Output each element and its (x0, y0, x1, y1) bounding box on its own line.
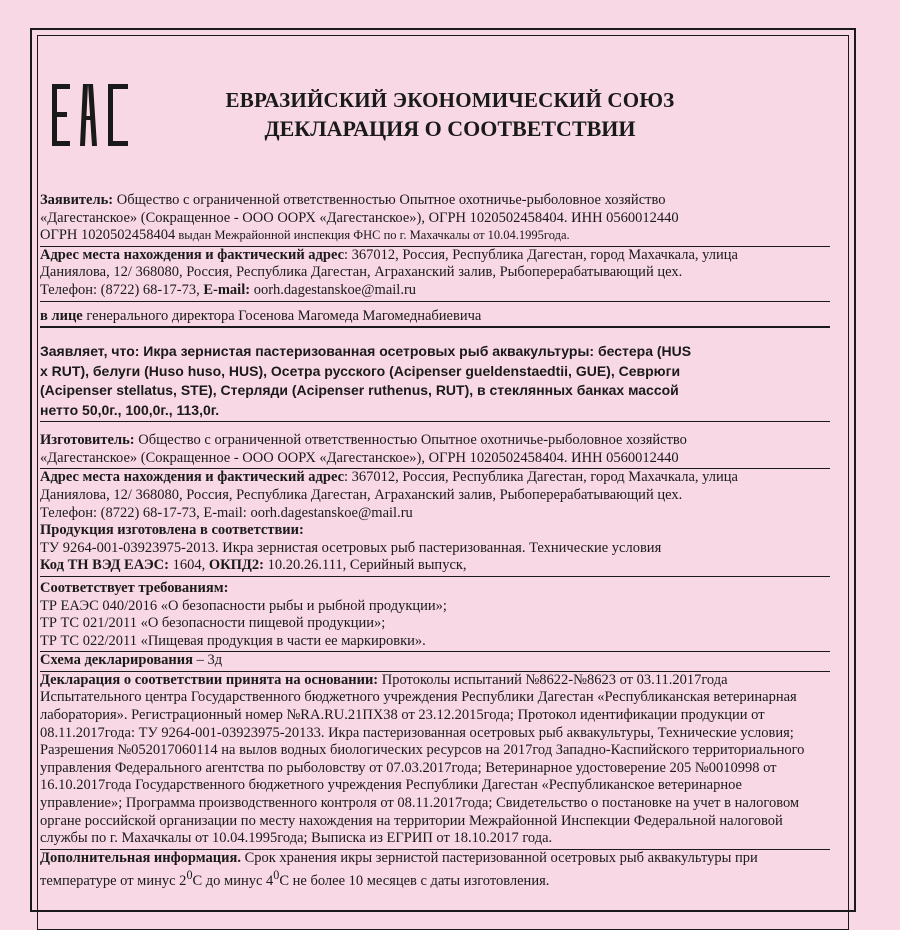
union-name: ЕВРАЗИЙСКИЙ ЭКОНОМИЧЕСКИЙ СОЮЗ (225, 88, 675, 112)
manufacturer-section (40, 432, 830, 469)
additional-line-2a: температуре от минус 2 (40, 873, 187, 890)
declares-line-2: x RUT), белуги (Huso huso, HUS), Осетра русского (Acipenser gueldenstaedtii, GUE), Севрюги (40, 362, 681, 379)
applicant-address-line-1: : 367012, Россия, Республика Дагестан, город Махачкала, улица (344, 246, 738, 263)
basis-line-6: управления Федерального агентства по рыболовству от 07.03.2017года; Ветеринарное удостоверение 205 №0010998 от (40, 759, 777, 776)
basis-line-5: Разрешения №052017060114 на вылов водных биологических ресурсов на 2017год Западно-Каспийского территориального (40, 742, 805, 759)
applicant-address-section (40, 247, 830, 302)
basis-label: Декларация о соответствии принята на основании: (40, 671, 379, 688)
applicant-line-2: «Дагестанское» (Сокращенное - ООО ООРХ «Дагестанское»), ОГРН 1020502458404. ИНН 0560012440 (40, 209, 679, 226)
requirement-item: ТР ТС 021/2011 «О безопасности пищевой продукции»; (40, 615, 386, 632)
declares-line-1: Икра зернистая пастеризованная осетровых рыб аквакультуры: бестера (HUS (139, 343, 692, 360)
produced-standard: ТУ 9264-001-03923975-2013. Икра зернистая осетровых рыб пастеризованная. Технические условия (40, 539, 662, 556)
applicant-line-1: Общество с ограниченной ответственностью Опытное охотничье-рыболовное хозяйство (113, 192, 666, 208)
applicant-address-label: Адрес места нахождения и фактический адрес (40, 246, 345, 263)
document-title: ДЕКЛАРАЦИЯ О СООТВЕТСТВИИ (264, 116, 636, 141)
okpd-value: 10.20.26.111, Серийный выпуск, (263, 557, 467, 574)
additional-line-2b: С до минус 4 (192, 873, 274, 890)
scheme-value: – 3д (192, 652, 223, 669)
basis-line-9: органе российской организации по месту нахождения на территории Межрайонной Инспекции Федеральной налоговой (40, 812, 783, 829)
basis-line-3: лаборатория». Регистрационный номер №RA.RU.21ПХ38 от 23.12.2015года; Протокол идентификации продукции от (40, 707, 765, 724)
manufacturer-line-2: «Дагестанское» (Сокращенное - ООО ООРХ «Дагестанское»), ОГРН 1020502458404. ИНН 0560012440 (40, 449, 679, 466)
applicant-ogrn-issued: выдан Межрайонной инспекция ФНС по г. Махачкалы от 10.04.1995года. (175, 228, 570, 243)
degree-sup: 0 (273, 868, 280, 883)
code-value: 1604, (168, 557, 209, 574)
manufacturer-line-1: Общество с ограниченной ответственностью Опытное охотничье-рыболовное хозяйство (134, 432, 687, 449)
manufacturer-label: Изготовитель: (40, 432, 135, 449)
declares-section (40, 342, 830, 422)
okpd-label: ОКПД2: (208, 557, 264, 574)
manufacturer-phone: Телефон: (8722) 68-17-73, E-mail: oorh.dagestanskoe@mail.ru (40, 504, 413, 521)
applicant-section (40, 192, 830, 247)
requirement-item: ТР ТС 022/2011 «Пищевая продукция в части ее маркировки». (40, 632, 426, 649)
basis-line-8: управление»; Программа производственного контроля от 08.11.2017года; Свидетельство о постановке на учет в налоговом (40, 795, 800, 812)
produced-section (40, 522, 830, 577)
basis-line-2: Испытательного центра Государственного бюджетного учреждения Республики Дагестан «Республиканская ветеринарная (40, 689, 797, 706)
manufacturer-address-label: Адрес места нахождения и фактический адрес (40, 469, 345, 486)
basis-line-4: 08.11.2017года: ТУ 9264-001-03923975-20133. Икра пастеризованная осетровых рыб аквакультуры, Технические условия; (40, 724, 794, 741)
manufacturer-address-line-2: Даниялова, 12/ 368080, Россия, Республика Дагестан, Аграханский залив, Рыбоперерабатывающий цех. (40, 486, 683, 503)
scheme-label: Схема декларирования (40, 652, 193, 669)
degree-sup: 0 (186, 868, 193, 883)
person-value: генерального директора Госенова Магомеда Магомеднабиевича (82, 307, 482, 324)
additional-section (40, 850, 830, 891)
applicant-address-line-2: Даниялова, 12/ 368080, Россия, Республика Дагестан, Аграханский залив, Рыбоперерабатывающий цех. (40, 264, 683, 281)
basis-line-7: 16.10.2017года Государственного бюджетного учреждения Республики Дагестан «Республиканское ветеринарное (40, 777, 742, 794)
code-label: Код ТН ВЭД ЕАЭС: (40, 557, 169, 574)
manufacturer-address-line-1: : 367012, Россия, Республика Дагестан, город Махачкала, улица (344, 469, 738, 486)
basis-section (40, 672, 830, 850)
additional-line-2c: С не более 10 месяцев с даты изготовления. (279, 873, 550, 890)
eac-logo (52, 84, 128, 146)
additional-line-1: Срок хранения икры зернистой пастеризованной осетровых рыб аквакультуры при (240, 849, 758, 866)
basis-line-1: Протоколы испытаний №8622-№8623 от 03.11.2017года (378, 671, 728, 688)
produced-label: Продукция изготовлена в соответствии: (40, 522, 304, 539)
manufacturer-address-section (40, 469, 830, 522)
applicant-phone: Телефон: (8722) 68-17-73, (40, 281, 204, 298)
document-header (160, 88, 740, 142)
scheme-section (40, 652, 830, 672)
applicant-ogrn: ОГРН 1020502458404 (40, 227, 176, 244)
additional-label: Дополнительная информация. (40, 849, 241, 866)
applicant-email-label: E-mail: (203, 281, 251, 298)
declares-line-4: нетто 50,0г., 100,0г., 113,0г. (40, 401, 220, 418)
requirement-item: ТР ЕАЭС 040/2016 «О безопасности рыбы и рыбной продукции»; (40, 597, 447, 614)
declaration-body (40, 192, 830, 891)
declares-line-3: (Acipenser stellatus, STE), Стерляди (Acipenser ruthenus, RUT), в стеклянных банках массой (40, 382, 679, 399)
person-label: в лице (40, 307, 83, 324)
basis-line-10: службы по г. Махачкалы от 10.04.1995года; Выписка из ЕГРИП от 18.10.2017 года. (40, 830, 553, 847)
applicant-email: oorh.dagestanskoe@mail.ru (250, 281, 417, 298)
requirements-section (40, 580, 830, 652)
requirements-label: Соответствует требованиям: (40, 579, 229, 596)
applicant-label: Заявитель: (40, 192, 114, 208)
declares-label: Заявляет, что: (40, 343, 140, 360)
person-section (40, 308, 830, 329)
